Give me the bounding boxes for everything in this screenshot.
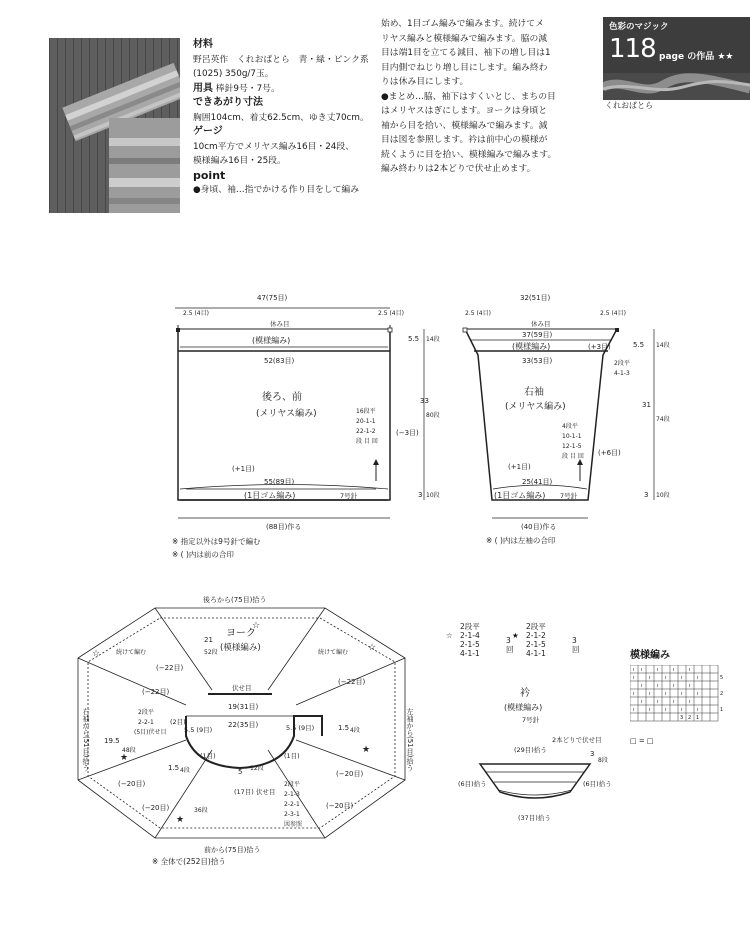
side-dec-line: 22-1-2 xyxy=(356,428,376,435)
svg-text:ı: ı xyxy=(641,683,643,689)
body-top-width: 47(75目) xyxy=(257,294,288,302)
svg-text:ı: ı xyxy=(689,667,691,673)
star-outline-icon: ☆ xyxy=(368,643,377,653)
badge-subtitle: 色彩のマジック xyxy=(609,22,669,32)
yoke-w19: 19(31目) xyxy=(228,703,259,711)
yoke-h15: 1.5 xyxy=(168,764,180,772)
collar-title: 衿 xyxy=(520,688,530,699)
star-outline-icon: ☆ xyxy=(252,621,261,631)
svg-text:ı: ı xyxy=(673,683,675,689)
sleeve-inc: 10-1-1 xyxy=(562,433,582,440)
dec-legend-line: 2-1-2 xyxy=(526,631,546,640)
yoke-minus20: (−20目) xyxy=(336,770,364,778)
dec-legend-filled xyxy=(512,622,580,658)
svg-text:ı: ı xyxy=(681,675,683,681)
svg-text:2: 2 xyxy=(720,691,724,697)
size-text: 胸囲104cm、着丈62.5cm、ゆき丈70cm。 xyxy=(193,112,369,123)
tools-text: 棒針9号・7号。 xyxy=(215,83,280,94)
body-width-55: 55(89目) xyxy=(264,478,295,486)
gauge-heading: ゲージ xyxy=(193,126,223,137)
yarn-name: くれおぱとら xyxy=(605,101,653,110)
point-line: ●身頃、袖…指でかける作り目をして編み xyxy=(193,185,360,195)
sleeve-h-top: 5.5 xyxy=(633,341,645,349)
sleeve-h-top-rows: 14段 xyxy=(656,342,670,349)
dec-legend-line: 2段平 xyxy=(460,622,480,631)
yoke-h5: 5 xyxy=(238,768,243,776)
collar-side-right: (6目)拾う xyxy=(583,780,612,788)
svg-text:ı: ı xyxy=(641,699,643,705)
sleeve-h-bot: 3 xyxy=(644,491,649,499)
dec-times: 3回 xyxy=(572,636,580,654)
size-heading: できあがり寸法 xyxy=(193,97,263,108)
yoke-center-bind: (17目) 伏せ目 xyxy=(234,788,276,796)
svg-text:ı: ı xyxy=(665,707,667,713)
body-note: ※ 指定以外は9号針で編む xyxy=(172,537,261,546)
svg-text:1: 1 xyxy=(720,707,724,713)
dec-legend-outline xyxy=(446,622,514,658)
yoke-minus20: (−20目) xyxy=(326,802,354,810)
star-filled-icon: ★ xyxy=(512,631,519,640)
yoke-minus20: (−20目) xyxy=(118,780,146,788)
sleeve-plus3: (+3目) xyxy=(588,343,611,351)
yoke-title: ヨーク xyxy=(226,628,256,639)
body-h-mid-rows: 80段 xyxy=(426,412,440,419)
sleeve-pattern: (模様編み) xyxy=(512,342,551,351)
yoke-w195: 19.5 xyxy=(104,737,120,745)
sleeve-width-33: 33(53目) xyxy=(522,357,553,365)
dec-legend-line: 2段平 xyxy=(526,622,546,631)
body-yoke-pattern: (模様編み) xyxy=(252,336,291,345)
badge-number: 118 xyxy=(609,34,656,64)
sleeve-note: ※ ( )内は左袖の合印 xyxy=(486,536,556,545)
filled-square-marker xyxy=(615,328,619,332)
body-corner-left: 2.5 (4目) xyxy=(183,310,209,317)
yoke-w55-right: 5.5 (9目) xyxy=(286,724,315,732)
yoke-right-dec: 2-1-3 xyxy=(284,791,300,798)
yoke-two-stitch: (2目) xyxy=(170,718,186,726)
sleeve-corner-left: 2.5 (4目) xyxy=(465,310,491,317)
svg-text:ı: ı xyxy=(697,707,699,713)
sleeve-rib-label: (1目ゴム編み) xyxy=(494,491,546,500)
tools-heading: 用具 xyxy=(193,82,213,94)
yoke-cont-left: 続けて編む xyxy=(116,649,147,656)
material-line: 野呂英作 くれおぱとら 青・緑・ピンク系 xyxy=(193,54,369,65)
yoke-top-label: 後ろから(75目)拾う xyxy=(203,596,267,604)
instruction-line: ●まとめ…脇、袖下はすくいとじ、まちの目 xyxy=(381,91,556,102)
side-dec-line: 20-1-1 xyxy=(356,418,376,425)
body-cast-on: (88目)作る xyxy=(266,523,302,531)
body-h-top-rows: 14段 xyxy=(426,336,440,343)
instruction-line: 編み終わりは2本どりで伏せ止めます。 xyxy=(381,164,536,174)
instruction-line: 目内側でねじり増し目にします。編み終わ xyxy=(381,62,548,73)
sleeve-title: 右袖 xyxy=(524,387,544,398)
body-rest-label: 休み目 xyxy=(270,320,290,328)
yoke-left-dec: 2-2-1 xyxy=(138,719,154,726)
yoke-right-label: 左袖から(51目)拾う xyxy=(406,708,414,772)
yoke-bottom-label: 前から(75目)拾う xyxy=(204,846,261,854)
sleeve-corner-right: 2.5 (4目) xyxy=(600,310,626,317)
body-h-bot-rows: 10段 xyxy=(426,492,440,499)
svg-text:3: 3 xyxy=(680,715,684,721)
svg-text:ı: ı xyxy=(649,707,651,713)
svg-text:ı: ı xyxy=(657,699,659,705)
body-rib-label: (1目ゴム編み) xyxy=(244,491,296,500)
outline-square-marker xyxy=(463,328,467,332)
sleeve-raglan: 2段平 xyxy=(614,360,630,367)
collar-bottom: (37目)拾う xyxy=(518,814,551,822)
body-minus3: (−3目) xyxy=(396,429,419,437)
sleeve-inc: 4段平 xyxy=(562,423,578,430)
body-h-mid: 33 xyxy=(420,397,429,405)
yoke-subtitle: (模様編み) xyxy=(220,643,261,653)
svg-text:5: 5 xyxy=(720,675,724,681)
instruction-line: 続くように目を拾い、模様編みで編みます。 xyxy=(381,149,557,160)
svg-text:ı: ı xyxy=(633,707,635,713)
svg-text:2: 2 xyxy=(688,715,692,721)
materials-block xyxy=(193,38,378,198)
yoke-height-rows: 52段 xyxy=(204,649,218,656)
sleeve-inc: 12-1-5 xyxy=(562,443,582,450)
sleeve-rest-label: 休み目 xyxy=(531,320,551,328)
pattern-chart xyxy=(630,646,726,745)
yoke-rows48: 48段 xyxy=(122,747,136,754)
sleeve-width-25: 25(41目) xyxy=(522,478,553,486)
yoke-rows4-right: 4段 xyxy=(350,727,360,734)
svg-text:ı: ı xyxy=(665,691,667,697)
sleeve-needle: 7号針 xyxy=(560,492,578,500)
svg-text:ı: ı xyxy=(689,683,691,689)
collar-diagram xyxy=(440,686,620,836)
material-line: (1025) 350g/7玉。 xyxy=(193,69,274,79)
yoke-right-dec: 2段平 xyxy=(284,781,300,788)
body-width-52: 52(83目) xyxy=(264,357,295,365)
instruction-line: りは休み目にします。 xyxy=(381,77,469,87)
yoke-left-dec: 2段平 xyxy=(138,709,154,716)
yoke-cont-right: 続けて編む xyxy=(318,649,349,656)
dec-times: 3回 xyxy=(506,636,514,654)
dec-legend-line: 2-1-4 xyxy=(460,631,480,640)
yoke-left-dec: (5目)伏せ目 xyxy=(134,729,167,736)
chart-legend: □ = □ xyxy=(630,737,654,745)
collar-rows: 8段 xyxy=(598,757,608,764)
svg-text:ı: ı xyxy=(657,667,659,673)
sleeve-width-37: 37(59目) xyxy=(522,331,553,339)
dec-legend-line: 2-1-5 xyxy=(460,640,480,649)
svg-text:ı: ı xyxy=(641,667,643,673)
sleeve-h-mid: 31 xyxy=(642,401,651,409)
yoke-w22: 22(35目) xyxy=(228,721,259,729)
svg-text:ı: ı xyxy=(633,667,635,673)
instruction-line: 始め、1目ゴム編みで編みます。続けてメ xyxy=(381,19,544,29)
svg-text:ı: ı xyxy=(697,675,699,681)
body-h-top: 5.5 xyxy=(408,335,420,343)
dec-legend-line: 2-1-5 xyxy=(526,640,546,649)
material-heading: 材料 xyxy=(193,39,213,50)
body-note: ※ ( )内は前の合印 xyxy=(172,550,234,559)
instruction-line: 袖から目を拾い、模様編みで編みます。減 xyxy=(381,120,548,131)
yoke-right-dec: 2-3-1 xyxy=(284,811,300,818)
yoke-bind-off: 伏せ目 xyxy=(232,684,252,692)
yoke-right-dec: 図参照 xyxy=(284,821,303,828)
sleeve-cast-on: (40目)作る xyxy=(521,523,557,531)
yoke-one-stitch: (1目) xyxy=(200,752,216,760)
star-filled-icon: ★ xyxy=(176,815,185,825)
body-subtitle: (メリヤス編み) xyxy=(256,409,317,419)
yoke-left-label: 右袖から(51目)拾う xyxy=(82,708,90,772)
star-outline-icon: ☆ xyxy=(92,649,101,659)
yoke-rows4: 4段 xyxy=(180,767,190,774)
yoke-minus22: (−22目) xyxy=(142,688,170,696)
instruction-line: 目は端1目を立てる減目、袖下の増し目は1 xyxy=(381,48,551,58)
sleeve-top-width: 32(51目) xyxy=(520,294,551,302)
yoke-h15-right: 1.5 xyxy=(338,724,350,732)
svg-text:ı: ı xyxy=(697,691,699,697)
collar-needle: 7号針 xyxy=(522,716,540,724)
dec-legend-line: 4-1-1 xyxy=(460,649,480,658)
yoke-one-stitch: (1目) xyxy=(284,752,300,760)
svg-text:ı: ı xyxy=(681,691,683,697)
yoke-rows36: 36段 xyxy=(194,807,208,814)
yoke-minus22: (−22目) xyxy=(338,678,366,686)
star-filled-icon: ★ xyxy=(120,753,129,763)
collar-bind: 2本どりで伏せ目 xyxy=(552,736,602,744)
svg-text:ı: ı xyxy=(649,675,651,681)
yoke-rows12: 12段 xyxy=(250,765,264,772)
instruction-line: はメリヤスはぎにします。ヨークは身頃と xyxy=(381,106,548,116)
svg-text:ı: ı xyxy=(665,675,667,681)
sleeve-diagram xyxy=(0,285,750,565)
svg-text:1: 1 xyxy=(696,715,700,721)
point-heading: point xyxy=(193,168,226,182)
star-outline-icon: ☆ xyxy=(446,631,453,640)
instruction-line: 目は図を参照します。衿は前中心の模様が xyxy=(381,135,548,145)
instruction-line: リヤス編みと模様編みで編みます。脇の減 xyxy=(381,33,548,44)
badge-page-label: page の作品 ★★ xyxy=(659,52,734,62)
yarn-swatch xyxy=(603,73,750,100)
yoke-diagram xyxy=(0,590,440,880)
body-plus1: (+1目) xyxy=(232,465,255,473)
body-title: 後ろ、前 xyxy=(262,392,302,403)
svg-text:ı: ı xyxy=(649,691,651,697)
collar-h: 3 xyxy=(590,750,595,758)
yoke-w55-left: 5.5 (9目) xyxy=(184,726,213,734)
yoke-height: 21 xyxy=(204,636,213,644)
collar-top: (29目)拾う xyxy=(514,746,547,754)
yoke-right-dec: 2-2-1 xyxy=(284,801,300,808)
instructions-block xyxy=(381,17,586,177)
gauge-line: 10cm平方でメリヤス編み16目・24段、 xyxy=(193,141,354,152)
svg-text:ı: ı xyxy=(633,675,635,681)
yoke-minus20: (−20目) xyxy=(142,804,170,812)
sleeve-h-bot-rows: 10段 xyxy=(656,492,670,499)
body-needle: 7号針 xyxy=(340,492,358,500)
collar-side-left: (6目)拾う xyxy=(458,780,487,788)
svg-text:ı: ı xyxy=(657,683,659,689)
dec-legend-line: 4-1-1 xyxy=(526,649,546,658)
body-h-bot: 3 xyxy=(418,491,423,499)
chart-title: 模様編み xyxy=(630,650,670,661)
yoke-minus22: (−22目) xyxy=(156,664,184,672)
side-dec-line: 段 目 回 xyxy=(356,438,378,445)
svg-text:ı: ı xyxy=(689,699,691,705)
svg-text:ı: ı xyxy=(681,707,683,713)
svg-text:ı: ı xyxy=(673,699,675,705)
svg-text:ı: ı xyxy=(633,691,635,697)
sleeve-raglan: 4-1-3 xyxy=(614,370,630,377)
sleeve-plus6: (+6目) xyxy=(598,449,621,457)
star-filled-icon: ★ xyxy=(362,745,371,755)
sleeve-inc: 段 目 回 xyxy=(562,453,584,460)
svg-text:ı: ı xyxy=(673,667,675,673)
collar-subtitle: (模様編み) xyxy=(504,703,543,712)
side-dec-line: 16段平 xyxy=(356,408,376,415)
gauge-line: 模様編み16目・25段。 xyxy=(193,156,286,166)
yoke-note: ※ 全体で(252目)拾う xyxy=(152,857,226,866)
sleeve-subtitle: (メリヤス編み) xyxy=(505,402,566,412)
sleeve-h-mid-rows: 74段 xyxy=(656,416,670,423)
body-corner-right: 2.5 (4目) xyxy=(378,310,404,317)
sweater-photo xyxy=(49,38,180,213)
sleeve-plus1: (+1目) xyxy=(508,463,531,471)
